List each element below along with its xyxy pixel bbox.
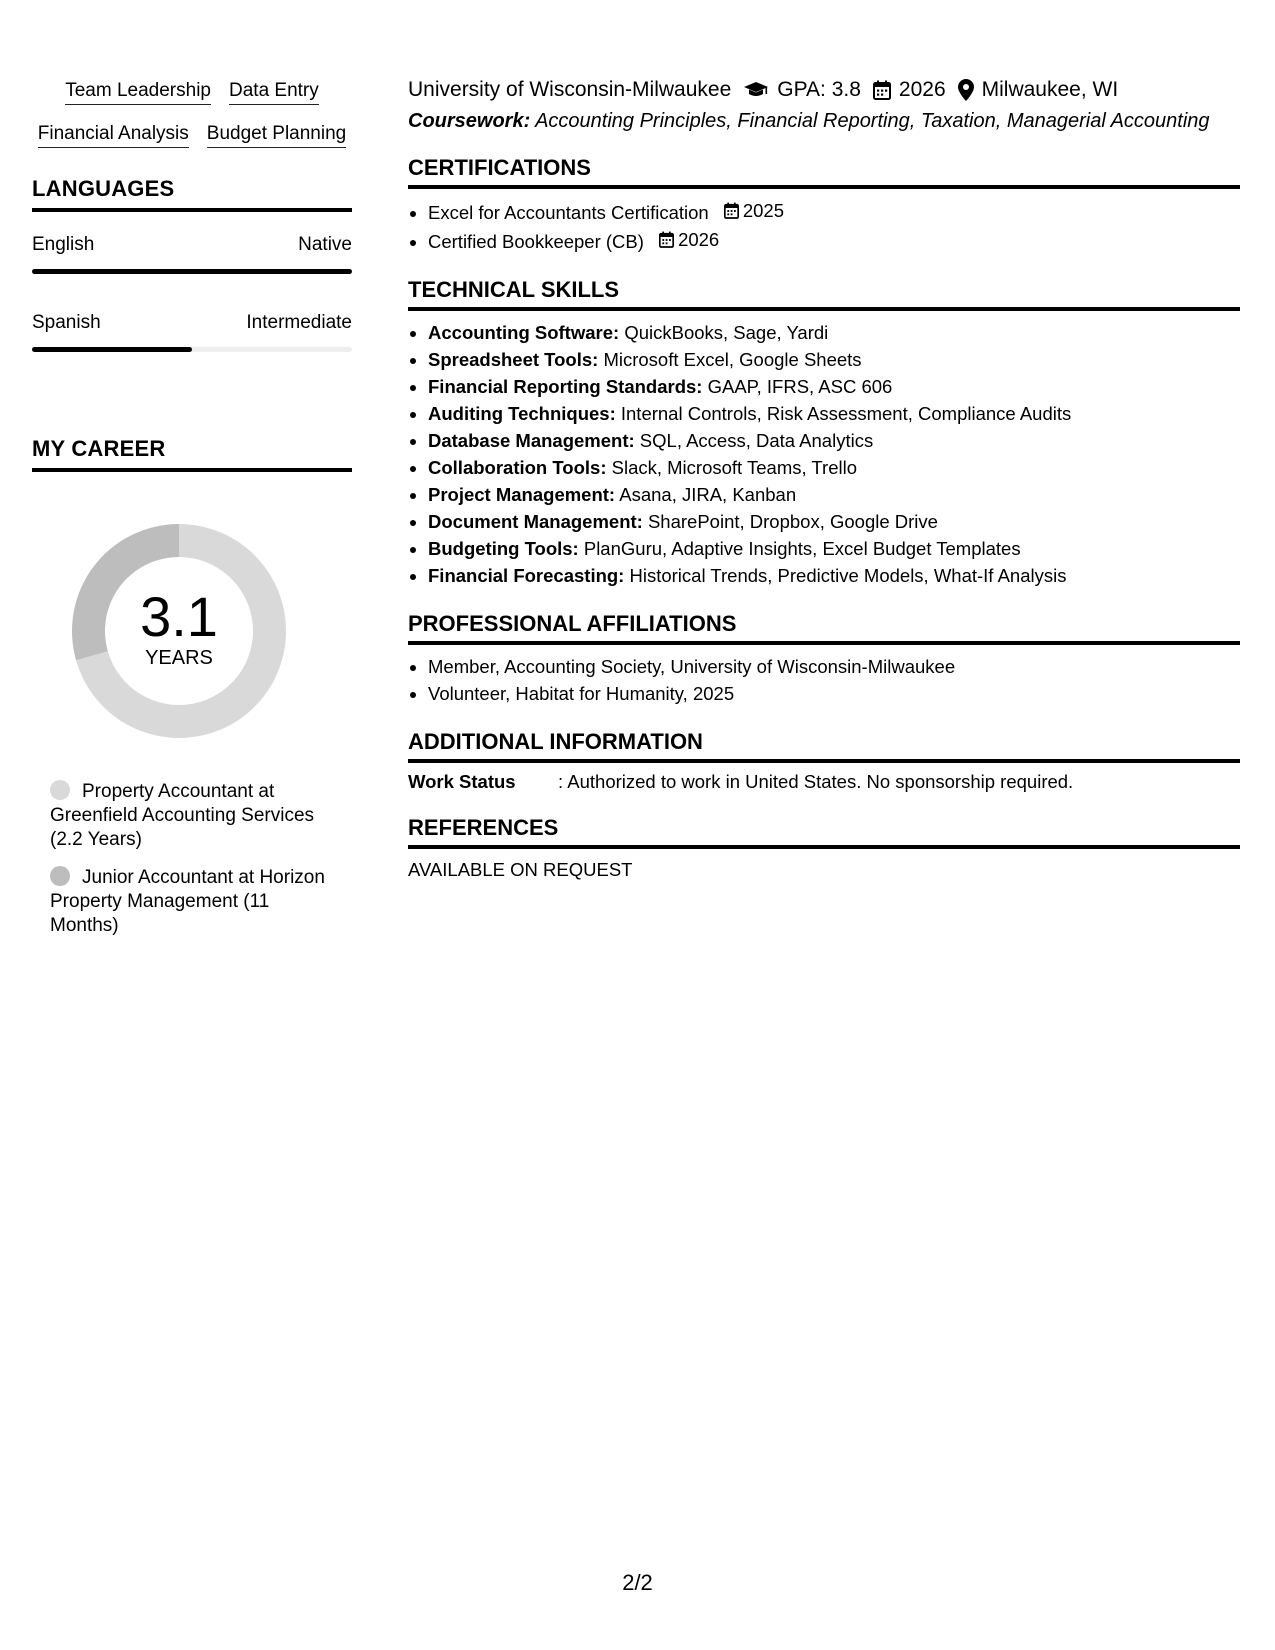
certifications-heading: CERTIFICATIONS (408, 155, 1240, 189)
work-status-value: : Authorized to work in United States. No sponsorship required. (558, 771, 1074, 792)
technical-skill-item (428, 481, 1240, 508)
school-name: University of Wisconsin-Milwaukee (408, 78, 732, 101)
certification-item (428, 226, 1240, 255)
graduation-cap-icon (743, 81, 769, 99)
right-column (408, 78, 1240, 881)
certification-year: 2026 (678, 229, 720, 250)
location-pin-icon (958, 79, 974, 101)
language-level: Intermediate (246, 312, 352, 333)
language-name: Spanish (32, 312, 101, 333)
certifications-section (408, 155, 1240, 255)
career-section (32, 436, 352, 938)
skill-chip: Financial Analysis (38, 123, 189, 148)
career-dot-icon (50, 866, 70, 886)
skill-label: Database Management: (428, 430, 635, 451)
skill-value: GAAP, IFRS, ASC 606 (707, 376, 893, 397)
skill-label: Spreadsheet Tools: (428, 349, 599, 370)
additional-info-section (408, 729, 1240, 793)
additional-info-heading: ADDITIONAL INFORMATION (408, 729, 1240, 763)
technical-skill-item (428, 427, 1240, 454)
career-item (50, 866, 330, 938)
skills-row (32, 123, 352, 148)
skill-label: Auditing Techniques: (428, 403, 616, 424)
language-bar-track (32, 347, 352, 352)
work-status-label: Work Status (408, 771, 516, 792)
coursework-label: Coursework: (408, 110, 531, 132)
language-bar-fill (32, 269, 352, 274)
career-dot-icon (50, 780, 70, 800)
career-heading: MY CAREER (32, 436, 352, 472)
career-total-value: 3.1 (140, 584, 218, 648)
technical-skill-item (428, 373, 1240, 400)
technical-skills-heading: TECHNICAL SKILLS (408, 277, 1240, 311)
affiliation-item: • Volunteer, Habitat for Humanity, 2025 (428, 680, 1240, 707)
skill-label: Project Management: (428, 484, 616, 505)
career-item-text: Junior Accountant at Horizon Property Management (11 Months) (50, 867, 325, 936)
career-item-text: Property Accountant at Greenfield Accounting Services (2.2 Years) (50, 781, 315, 850)
technical-skill-item (428, 508, 1240, 535)
technical-skill-item (428, 535, 1240, 562)
calendar-icon (873, 80, 891, 100)
career-donut (64, 516, 294, 746)
career-total-unit: YEARS (145, 646, 213, 669)
languages-heading: LANGUAGES (32, 176, 352, 212)
skill-value: Internal Controls, Risk Assessment, Compliance Audits (620, 403, 1072, 424)
skill-value: Asana, JIRA, Kanban (619, 484, 797, 505)
language-item (32, 234, 352, 274)
certification-year: 2025 (742, 200, 785, 221)
technical-skills-section (408, 277, 1240, 589)
skill-chip: Team Leadership (65, 80, 211, 105)
technical-skill-item (428, 346, 1240, 373)
skill-label: Accounting Software: (428, 322, 620, 343)
career-list (50, 780, 330, 938)
language-bar-track (32, 269, 352, 274)
certification-name: Certified Bookkeeper (CB) (428, 231, 644, 252)
coursework-text: Accounting Principles, Financial Reporting, Taxation, Managerial Accounting (535, 110, 1210, 132)
languages-section (32, 176, 352, 352)
skill-value: SharePoint, Dropbox, Google Drive (647, 511, 938, 532)
references-section (408, 815, 1240, 881)
page-number: 2/2 (622, 1570, 653, 1595)
skill-value: Microsoft Excel, Google Sheets (603, 349, 862, 370)
technical-skill-item (428, 319, 1240, 346)
skill-value: Slack, Microsoft Teams, Trello (611, 457, 857, 478)
skill-chip: Budget Planning (207, 123, 346, 148)
graduation-year: 2026 (898, 78, 946, 101)
language-level: Native (298, 234, 352, 255)
technical-skill-item (428, 454, 1240, 481)
calendar-icon (659, 231, 674, 248)
calendar-icon (724, 202, 739, 219)
skill-chip: Data Entry (229, 80, 319, 105)
coursework-line (408, 110, 1240, 133)
skills-row (32, 80, 352, 105)
skill-value: QuickBooks, Sage, Yardi (624, 322, 829, 343)
skill-value: SQL, Access, Data Analytics (639, 430, 874, 451)
gpa: GPA: 3.8 (777, 78, 861, 101)
left-column (32, 80, 352, 952)
language-bar-fill (32, 347, 192, 352)
technical-skill-item (428, 562, 1240, 589)
affiliations-section (408, 611, 1240, 707)
skill-label: Financial Reporting Standards: (428, 376, 703, 397)
skill-label: Budgeting Tools: (428, 538, 579, 559)
affiliations-heading: PROFESSIONAL AFFILIATIONS (408, 611, 1240, 645)
skill-value: PlanGuru, Adaptive Insights, Excel Budget Templates (583, 538, 1021, 559)
skill-value: Historical Trends, Predictive Models, What-If Analysis (629, 565, 1067, 586)
skill-label: Document Management: (428, 511, 643, 532)
skill-label: Collaboration Tools: (428, 457, 607, 478)
work-status-row (408, 771, 1240, 793)
technical-skill-item (428, 400, 1240, 427)
school-location: Milwaukee, WI (981, 78, 1119, 101)
language-item (32, 312, 352, 352)
career-item (50, 780, 330, 852)
references-text: AVAILABLE ON REQUEST (408, 859, 633, 880)
skill-label: Financial Forecasting: (428, 565, 625, 586)
certification-name: Excel for Accountants Certification (428, 202, 709, 223)
affiliation-item: • Member, Accounting Society, University of Wisconsin-Milwaukee (428, 653, 1240, 680)
language-name: English (32, 234, 95, 255)
education-line (408, 78, 1240, 102)
references-heading: REFERENCES (408, 815, 1240, 849)
certification-item (428, 197, 1240, 226)
